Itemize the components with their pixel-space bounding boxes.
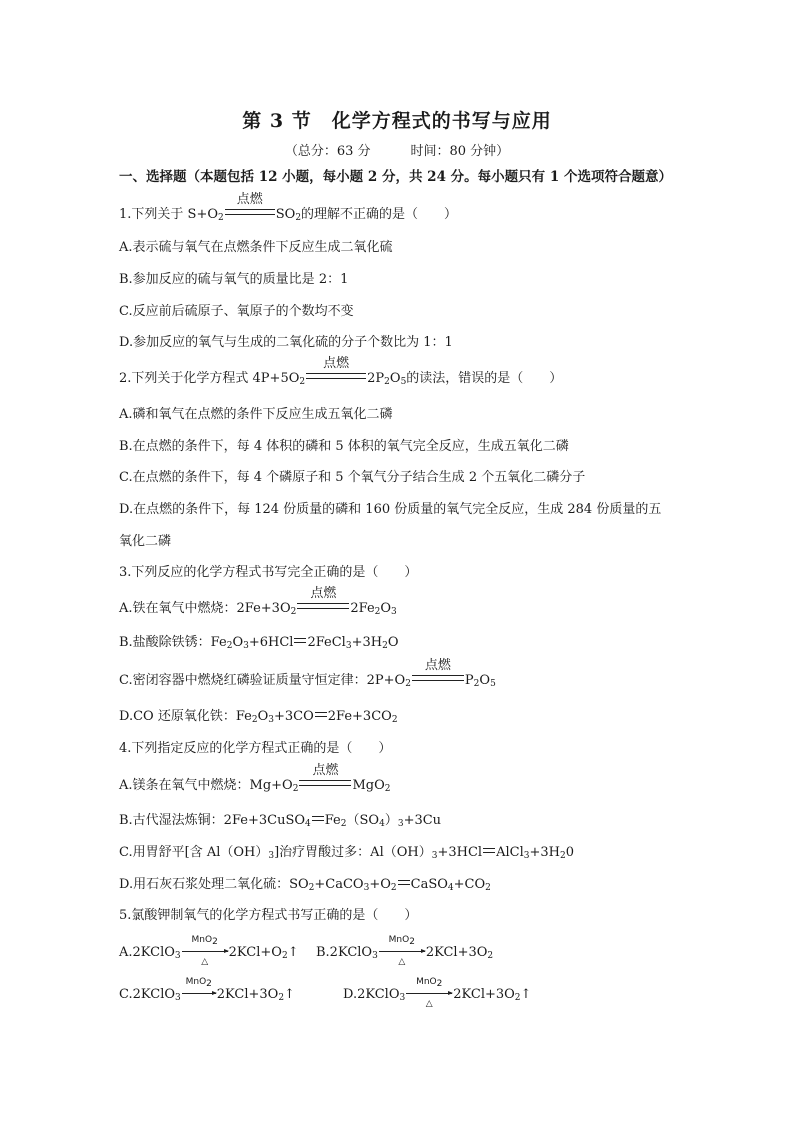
question-4-option-d: D.用石灰石浆处理二氧化硫：$SO_2+CaCO_3+O_2$ $CaSO_4+CO_2$	[119, 877, 491, 893]
question-5-stem: 5.氯酸钾制氧气的化学方程式书写正确的是（ ）	[119, 908, 418, 923]
question-2-option-d-continued: 氧化二磷	[119, 534, 172, 549]
ignite-condition: 点燃	[225, 206, 275, 224]
ignite-condition: 点燃	[299, 777, 351, 795]
question-2-option-b: B.在点燃的条件下，每 4 体积的磷和 5 体积的氧气完全反应，生成五氧化二磷	[119, 439, 569, 454]
catalyst-arrow: MnO$_2$ △	[182, 944, 228, 962]
question-2-stem: 2.下列关于化学方程式 $4P+5O_2$ 点燃 $2P_2O_5$的读法，错误的是（ ）	[119, 356, 563, 387]
question-5-option-d: D.2KClO$_3$ MnO$_2$ △ $2KCl+3O_2↑$	[343, 977, 532, 1009]
ignite-condition: 点燃	[306, 370, 366, 388]
question-3-option-d: D.CO 还原氧化铁：$Fe_2O_3+3CO$ $2Fe+3CO_2$	[119, 709, 398, 725]
equals-sign	[315, 712, 327, 717]
question-1-option-a: A.表示硫与氧气在点燃条件下反应生成二氧化硫	[119, 240, 393, 255]
equals-sign	[398, 880, 410, 885]
question-2-option-c: C.在点燃的条件下，每 4 个磷原子和 5 个氧气分子结合生成 2 个五氧化二磷分子	[119, 470, 586, 485]
equals-sign	[483, 848, 495, 853]
catalyst-arrow: MnO$_2$	[182, 986, 216, 1004]
ignite-condition: 点燃	[412, 672, 464, 690]
ignite-condition: 点燃	[297, 600, 349, 618]
page-title: 第 3 节 化学方程式的书写与应用	[242, 110, 552, 132]
question-3-option-b: B.盐酸除铁锈：$Fe_2O_3+6HCl$ $2FeCl_3+3H_2O$	[119, 635, 399, 651]
catalyst-arrow: MnO$_2$ △	[379, 944, 425, 962]
page-subtitle	[0, 140, 794, 159]
equals-sign	[312, 816, 324, 821]
question-2-option-a: A.磷和氧气在点燃的条件下反应生成五氧化二磷	[119, 407, 393, 422]
question-4-option-c: C.用胃舒平[含 $Al(OH)_3$]治疗胃酸过多：$Al(OH)_3+3HCl$ $AlCl_3+3H_20$	[119, 845, 574, 861]
question-3-option-c: C.密闭容器中燃烧红磷验证质量守恒定律：$2P+O_2$ 点燃 $P_2O_5$	[119, 658, 496, 689]
question-5-option-b: B.2KClO$_3$ MnO$_2$ △ $2KCl+3O_2$	[316, 935, 494, 967]
question-2-option-d: D.在点燃的条件下，每 124 份质量的磷和 160 份质量的氧气完全反应，生成 284 份质量的五	[119, 502, 662, 517]
question-1-stem: 1.下列关于 $S+O_2$ 点燃 $SO_2$的理解不正确的是（ ）	[119, 192, 458, 223]
question-4-option-a: A.镁条在氧气中燃烧：$Mg+O_2$ 点燃 MgO$_2$	[119, 763, 391, 794]
section-heading: 一、选择题（本题包括 12 小题，每小题 2 分，共 24 分。每小题只有 1 个选项符合题意）	[119, 169, 672, 185]
catalyst-arrow: MnO$_2$ △	[406, 986, 452, 1004]
total-score: （总分：63 分	[284, 144, 371, 159]
equals-sign	[294, 638, 306, 643]
question-1-option-d: D.参加反应的氧气与生成的二氧化硫的分子个数比为 1：1	[119, 335, 453, 350]
time-limit: 时间：80 分钟）	[410, 144, 510, 159]
question-3-option-a: A.铁在氧气中燃烧：$2Fe+3O_2$ 点燃 $2Fe_2O_3$	[119, 586, 397, 617]
question-1-option-b: B.参加反应的硫与氧气的质量比是 2：1	[119, 272, 349, 287]
question-4-stem: 4.下列指定反应的化学方程式正确的是（ ）	[119, 741, 392, 756]
question-1-option-c: C.反应前后硫原子、氧原子的个数均不变	[119, 304, 354, 319]
question-5-option-a: A.2KClO$_3$ MnO$_2$ △ $2KCl+O_2↑$	[119, 935, 299, 967]
question-3-stem: 3.下列反应的化学方程式书写完全正确的是（ ）	[119, 565, 418, 580]
question-4-option-b: B.古代湿法炼铜：2Fe+3CuSO$_4$ $Fe_2(SO_4)_3+3Cu$	[119, 813, 442, 829]
question-5-option-c: C.2KClO$_3$ MnO$_2$ $2KCl+3O_2↑$	[119, 977, 295, 1003]
